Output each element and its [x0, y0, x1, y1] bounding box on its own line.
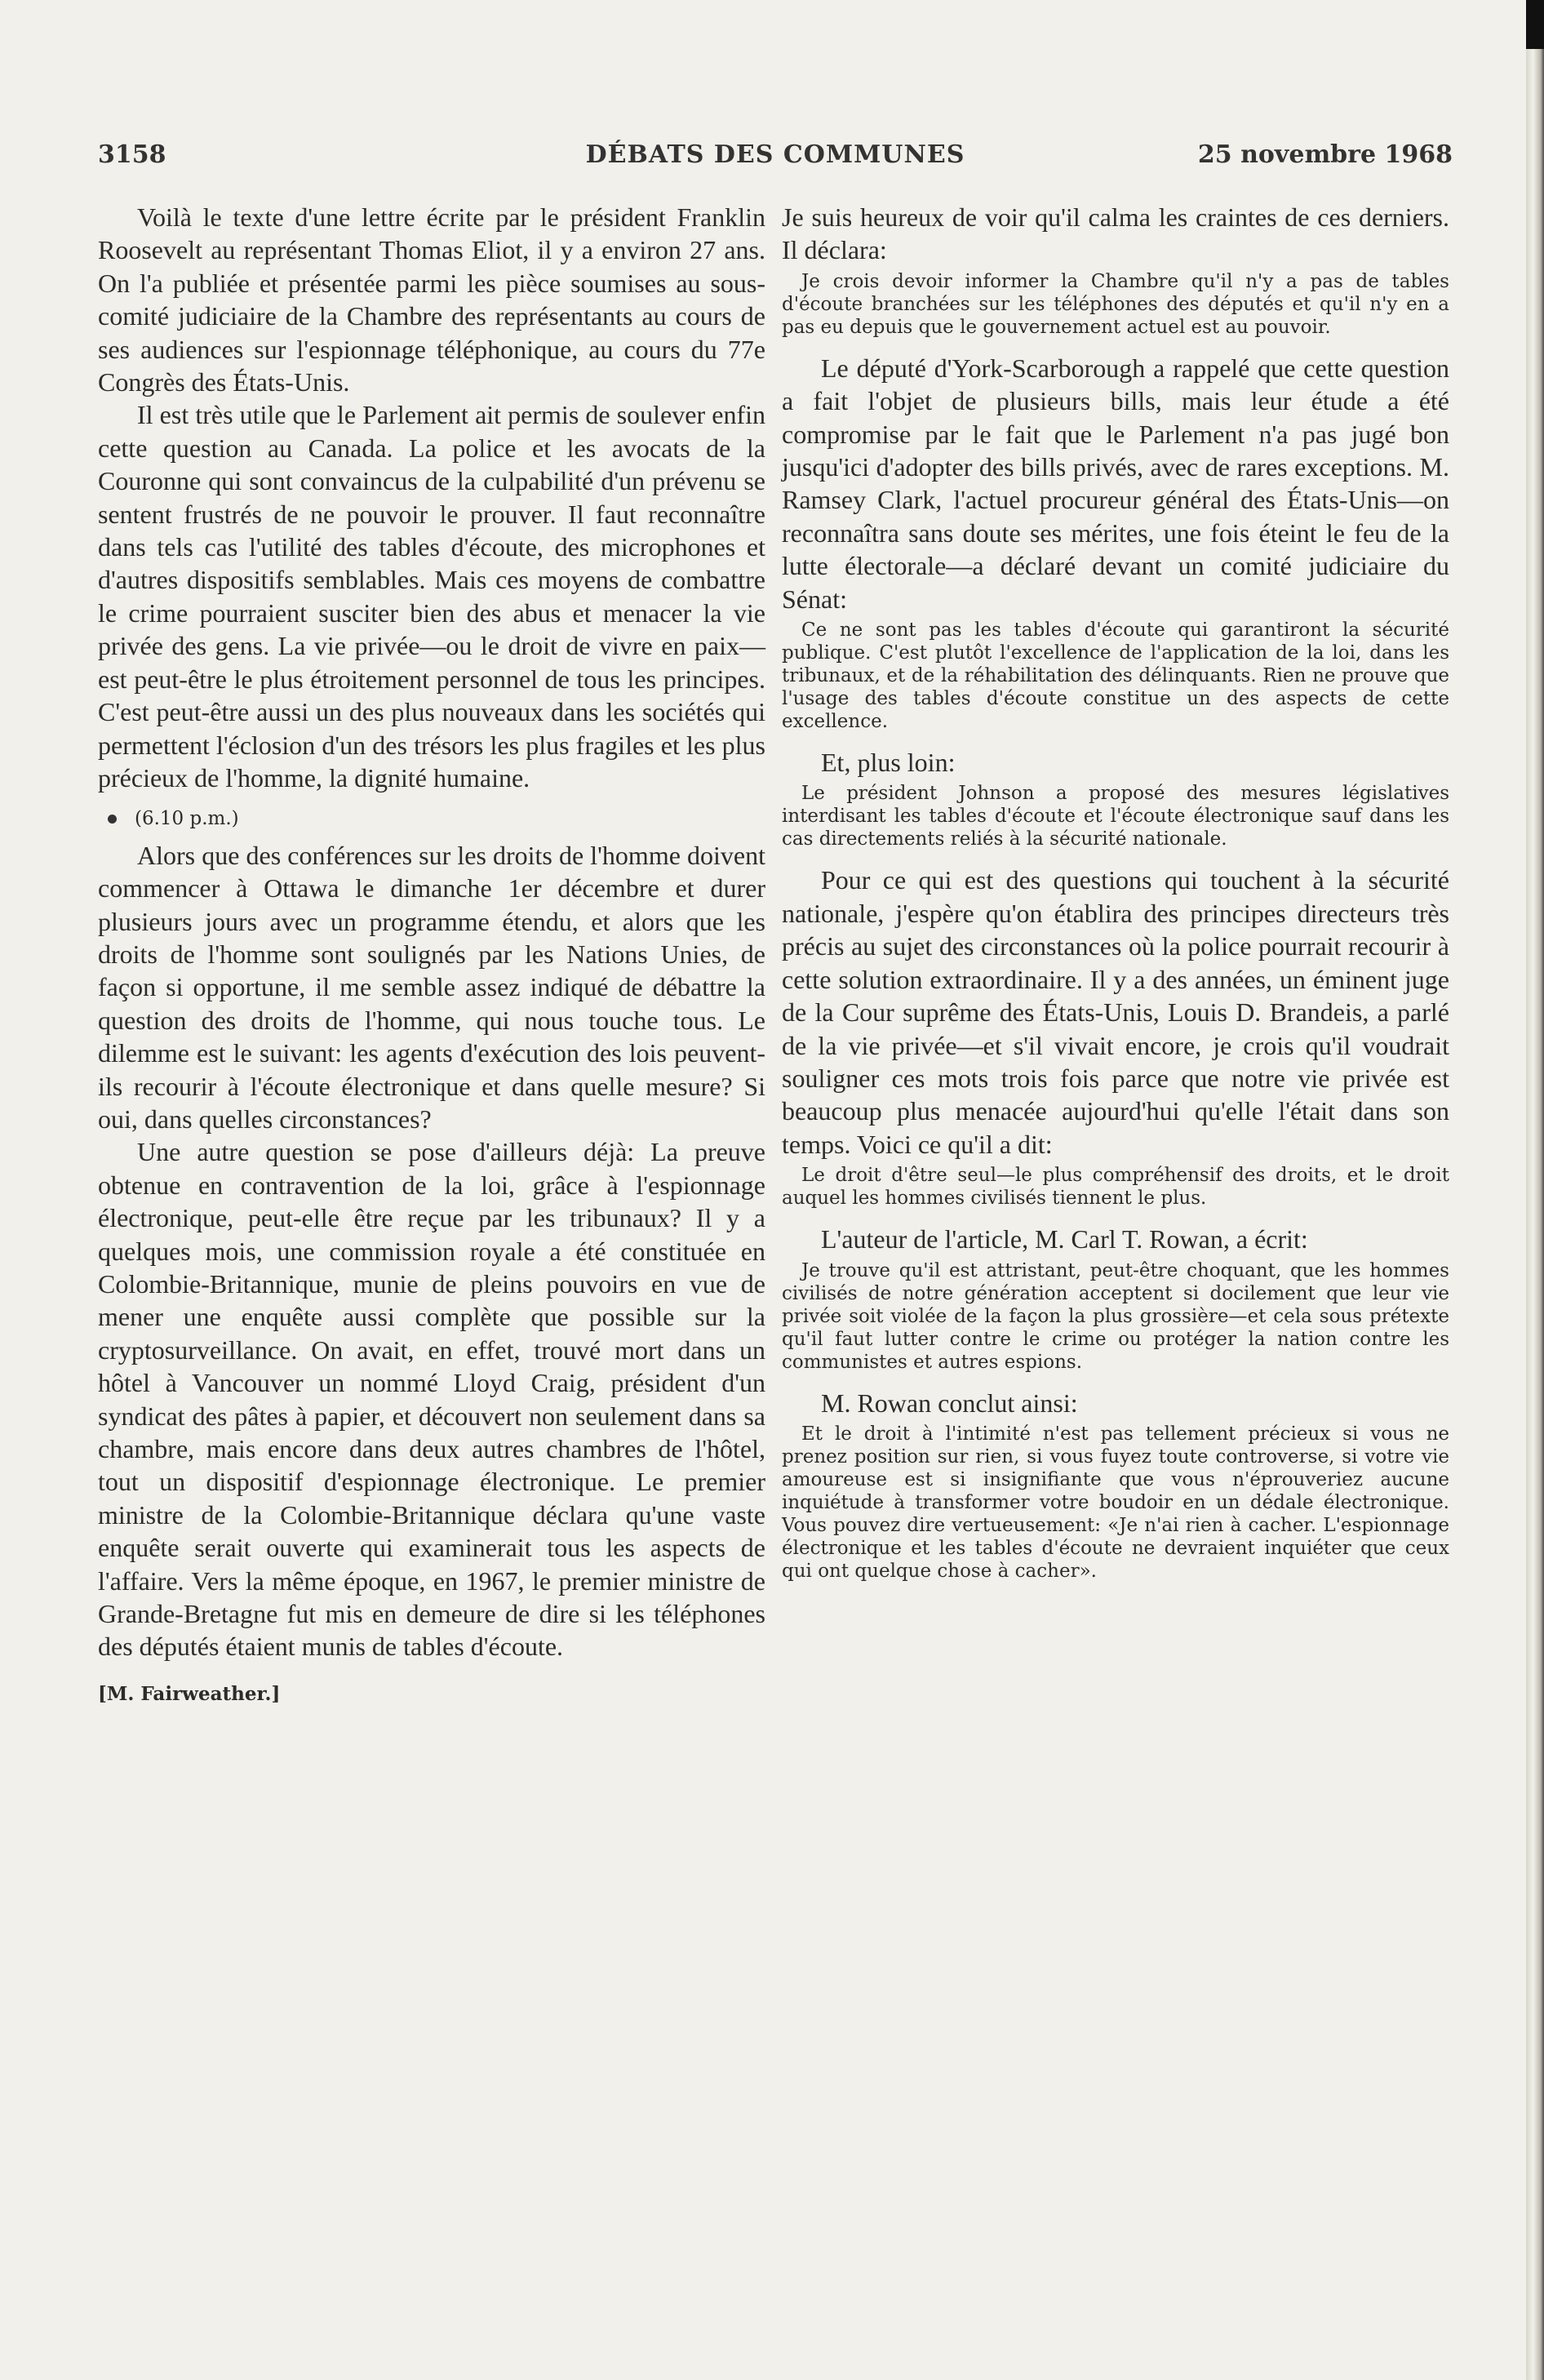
paragraph: Alors que des conférences sur les droits de l'homme doivent commencer à Ottawa le dimanche 1er décembre et durer plusieurs jours avec un programme étendu, et alors que les droits de l'homme sont soulignés par les Nations Unies, de façon si opportune, il me semble assez indiqué de débattre la question des droits de l'homme, qui nous touche tous. Le dilemme est le suivant: les agents d'exécution des lois peuvent-ils recourir à l'écoute électronique et dans quelle mesure? Si oui, dans quelles circonstances?	[98, 840, 765, 1134]
paragraph: Pour ce qui est des questions qui touchent à la sécurité nationale, j'espère qu'on établira des principes directeurs très précis au sujet des circonstances où la police pourrait recourir à cette solution extraordinaire. Il y a des années, un éminent juge de la Cour suprême des États-Unis, Louis D. Brandeis, a parlé de la vie privée—et s'il vivait encore, je crois qu'il voudrait souligner ces mots trois fois parce que notre vie privée est beaucoup plus menacée aujourd'hui qu'elle l'était dans son temps. Voici ce qu'il a dit:	[782, 865, 1449, 1159]
scan-corner	[1526, 0, 1544, 49]
block-quote: Le président Johnson a proposé des mesures législatives interdisant les tables d'écoute et l'écoute électronique sauf dans les cas directements reliés à la sécurité nationale.	[782, 783, 1449, 850]
page-number: 3158	[98, 140, 166, 169]
paragraph: Voilà le texte d'une lettre écrite par le président Franklin Roosevelt au représentant Thomas Eliot, il y a environ 27 ans. On l'a publiée et présentée parmi les pièce soumises au sous-comité judiciaire de la Chambre des représentants au cours de ses audiences sur l'espionnage téléphonique, au cours du 77e Congrès des États-Unis.	[98, 202, 765, 397]
paragraph: Il est très utile que le Parlement ait permis de soulever enfin cette question au Canada. La police et les avocats de la Couronne qui sont convaincus de la culpabilité d'un prévenu se sentent frustrés de ne pouvoir le prouver. Il faut reconnaître dans tels cas l'utilité des tables d'écoute, des microphones et d'autres dispositifs semblables. Mais ces moyens de combattre le crime pourraient susciter bien des abus et menacer la vie privée des gens. La vie privée—ou le droit de vivre en paix—est peut-être le plus étroitement personnel de tous les principes. C'est peut-être aussi un des plus nouveaux dans les sociétés qui permettent l'éclosion d'un des trésors les plus fragiles et les plus précieux de l'homme, la dignité humaine.	[98, 400, 765, 793]
block-quote: Je crois devoir informer la Chambre qu'il n'y a pas de tables d'écoute branchées sur les téléphones des députés et qu'il n'y en a pas eu depuis que le gouvernement actuel est au pouvoir.	[782, 270, 1449, 338]
paragraph: Une autre question se pose d'ailleurs déjà: La preuve obtenue en contravention de la loi, grâce à l'espionnage électronique, peut-elle être reçue par les tribunaux? Il y a quelques mois, une commission royale a été constituée en Colombie-Britannique, munie de pleins pouvoirs en vue de mener une enquête aussi complète que possible sur la cryptosurveillance. On avait, en effet, trouvé mort dans un hôtel à Vancouver un nommé Lloyd Craig, président d'un syndicat des pâtes à papier, et découvert non seulement dans sa chambre, mais encore dans deux autres chambres de l'hôtel, tout un dispositif d'espionnage électronique. Le premier ministre de la Colombie-Britannique déclara qu'une vaste enquête serait ouverte qui examinerait tous les aspects de l'affaire. Vers la même époque, en 1967, le premier ministre de Grande-Bretagne fut mis en demeure de dire si les téléphones des députés étaient munis de tables d'écoute.	[98, 1137, 765, 1662]
bullet-icon	[108, 815, 117, 824]
page-edge-shadow	[1526, 0, 1544, 2380]
right-column	[782, 201, 1449, 1596]
left-column	[98, 201, 765, 1711]
block-quote: Ce ne sont pas les tables d'écoute qui garantiront la sécurité publique. C'est plutôt l'excellence de l'application de la loi, dans les tribunaux, et de la réhabilitation des délinquants. Rien ne prouve que l'usage des tables d'écoute constitue un des aspects de cette excellence.	[782, 619, 1449, 733]
block-quote: Le droit d'être seul—le plus compréhensif des droits, et le droit auquel les hommes civilisés tiennent le plus.	[782, 1165, 1449, 1210]
block-quote: Et le droit à l'intimité n'est pas tellement précieux si vous ne prenez position sur rien, si vous fuyez toute controverse, si votre vie amoureuse est si insignifiante que vous n'éprouveriez aucune inquiétude à transformer votre boudoir en un dédale électronique. Vous pouvez dire vertueusement: «Je n'ai rien à cacher. L'espionnage électronique et les tables d'écoute ne devraient inquiéter que ceux qui ont quelque chose à cacher».	[782, 1423, 1449, 1582]
paragraph: L'auteur de l'article, M. Carl T. Rowan, a écrit:	[821, 1224, 1308, 1254]
issue-date: 25 novembre 1968	[1197, 140, 1453, 169]
block-quote: Je trouve qu'il est attristant, peut-être choquant, que les hommes civilisés de notre génération acceptent si docilement que leur vie privée soit violée de la façon la plus grossière—et cela sous prétexte qu'il faut lutter contre le crime ou protéger la nation contre les communistes et autres espions.	[782, 1259, 1449, 1373]
time-stamp	[98, 802, 765, 835]
publication-title: DÉBATS DES COMMUNES	[585, 140, 965, 169]
time-stamp-text: (6.10 p.m.)	[135, 808, 239, 830]
paragraph: Le député d'York-Scarborough a rappelé que cette question a fait l'objet de plusieurs bills, mais leur étude a été compromise par le fait que le Parlement n'a pas jugé bon jusqu'ici d'adopter des bills privés, avec de rares exceptions. M. Ramsey Clark, l'actuel procureur général des États-Unis—on reconnaîtra sans doute ses mérites, une fois éteint le feu de la lutte électorale—a déclaré devant un comité judiciaire du Sénat:	[782, 353, 1449, 614]
paragraph: Et, plus loin:	[821, 748, 956, 778]
paragraph: Je suis heureux de voir qu'il calma les craintes de ces derniers. Il déclara:	[782, 202, 1449, 265]
speaker-attribution: [M. Fairweather.]	[98, 1682, 281, 1705]
page-header	[98, 140, 1453, 181]
paragraph: M. Rowan conclut ainsi:	[821, 1388, 1078, 1418]
